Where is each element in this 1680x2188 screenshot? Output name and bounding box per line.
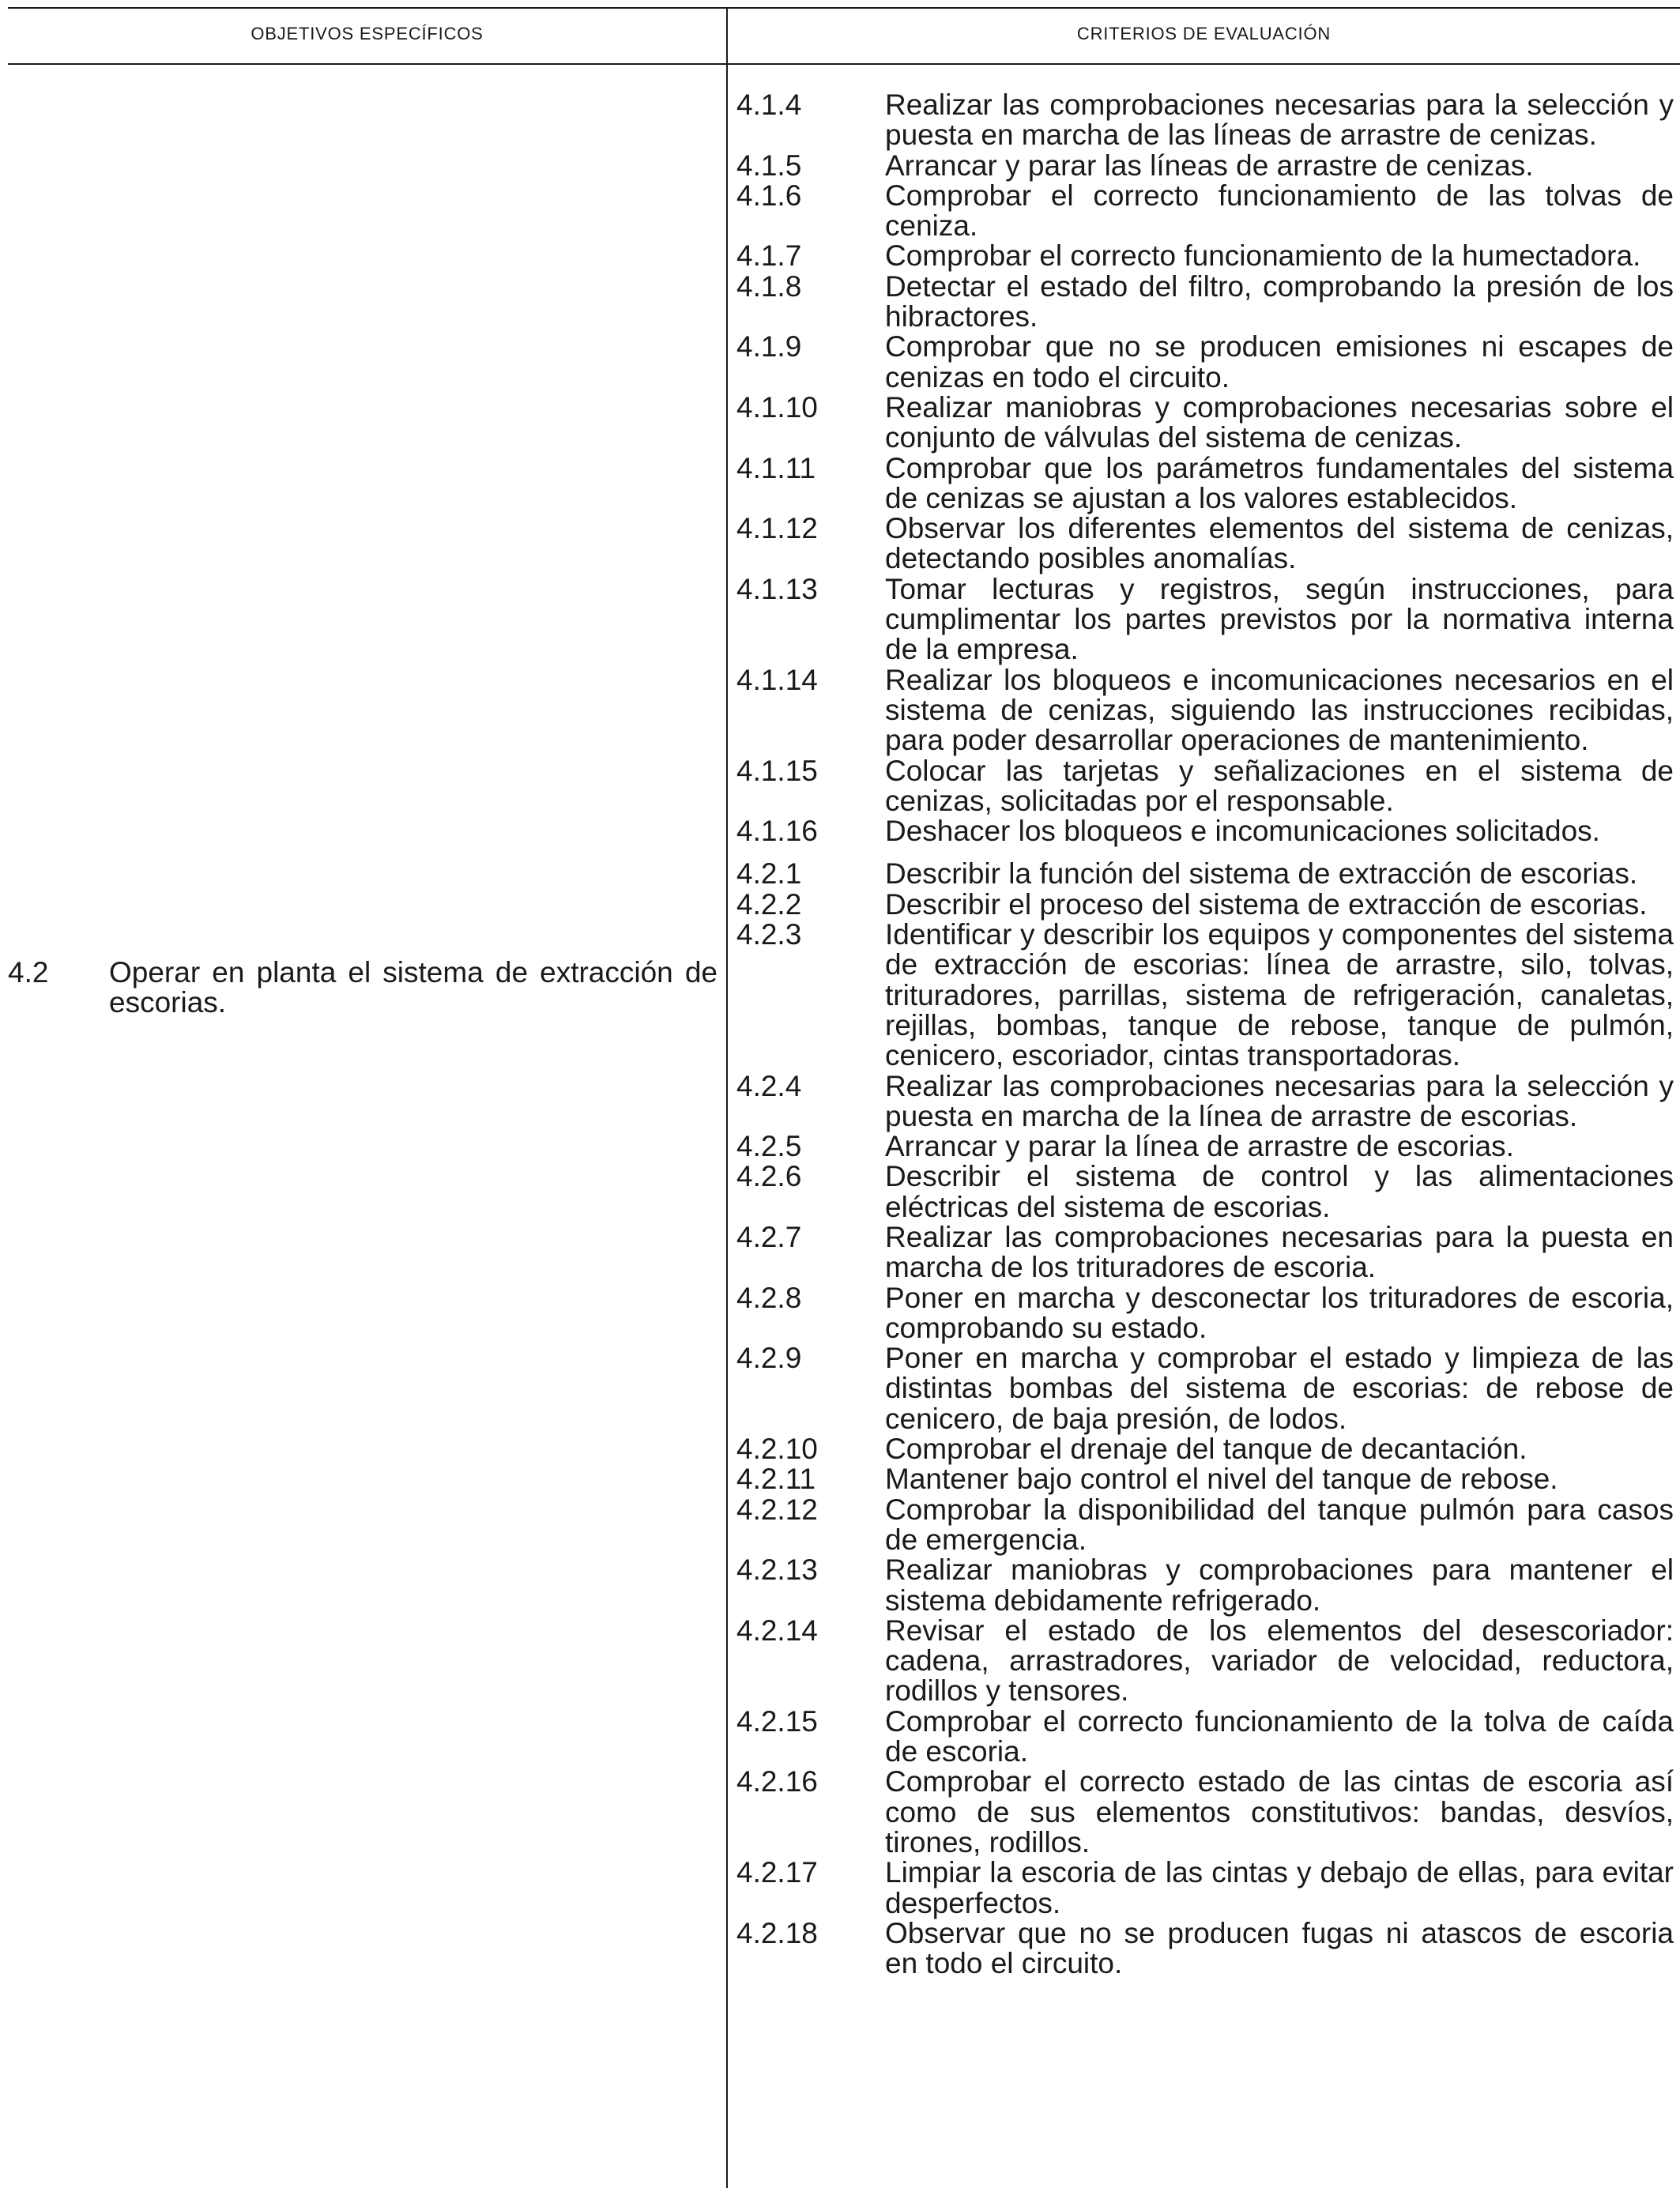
criterion-text: Describir la función del sistema de extracción de escorias. (885, 857, 1638, 891)
criterion-code: 4.1.6 (736, 179, 802, 212)
criterion-code: 4.2.17 (736, 1856, 818, 1889)
criterion-text: Detectar el estado del filtro, comprobando la presión de los hibractores. (885, 269, 1674, 333)
criterion-text: Colocar las tarjetas y señalizaciones en el sistema de cenizas, solicitadas por el responsable. (885, 754, 1674, 817)
column-divider (726, 7, 728, 2188)
criterion-text: Mantener bajo control el nivel del tanque de rebose. (885, 1463, 1558, 1496)
criterion-text: Poner en marcha y comprobar el estado y limpieza de las distintas bombas del sistema de escorias: de rebose de cenicero, de baja presión, de lodos. (885, 1342, 1674, 1435)
criterion-item (736, 887, 1674, 921)
criterion-item (736, 1162, 1674, 1222)
criterion-item (736, 1343, 1674, 1434)
criterion-text: Describir el sistema de control y las alimentaciones eléctricas del sistema de escorias. (885, 1160, 1674, 1223)
criterion-code: 4.1.7 (736, 239, 802, 273)
criterion-item (736, 665, 1674, 756)
criterion-code: 4.2.4 (736, 1069, 802, 1102)
table-top-rule (8, 7, 1680, 9)
criterion-code: 4.2.13 (736, 1553, 818, 1587)
criterion-item (736, 1464, 1674, 1494)
criterion-code: 4.1.9 (736, 330, 802, 363)
criterion-text: Arrancar y parar las líneas de arrastre de cenizas. (885, 149, 1534, 182)
criterion-text: Comprobar que no se producen emisiones ni escapes de cenizas en todo el circuito. (885, 330, 1674, 394)
objective-item (8, 958, 718, 1018)
criterion-text: Observar los diferentes elementos del sistema de cenizas, detectando posibles anomalías. (885, 512, 1674, 575)
criterion-item (736, 1434, 1674, 1464)
criterion-text: Comprobar el correcto funcionamiento de las tolvas de ceniza. (885, 179, 1674, 243)
criterion-item (736, 1071, 1674, 1132)
criterion-item (736, 1555, 1674, 1616)
criterion-text: Comprobar el drenaje del tanque de decantación. (885, 1433, 1527, 1466)
criterion-item (736, 514, 1674, 574)
criterion-code: 4.1.4 (736, 88, 802, 121)
criterion-text: Comprobar el correcto estado de las cintas de escoria así como de sus elementos constitutivos: bandas, desvíos, tirones, rodillos. (885, 1765, 1674, 1858)
criterion-code: 4.2.7 (736, 1220, 802, 1253)
criterion-text: Realizar los bloqueos e incomunicaciones necesarios en el sistema de cenizas, siguiendo las instrucciones recibidas, para poder desarrollar operaciones de mantenimiento. (885, 663, 1674, 757)
criterion-code: 4.1.12 (736, 512, 818, 545)
criterion-text: Realizar maniobras y comprobaciones necesarias sobre el conjunto de válvulas del sistema de cenizas. (885, 390, 1674, 454)
criterion-text: Describir el proceso del sistema de extracción de escorias. (885, 887, 1648, 921)
criterion-code: 4.1.14 (736, 663, 818, 696)
criterion-code: 4.2.10 (736, 1433, 818, 1466)
criterion-code: 4.1.13 (736, 572, 818, 605)
criterion-text: Revisar el estado de los elementos del desescoriador: cadena, arrastradores, variador de velocidad, reductora, rodillos y tensores. (885, 1614, 1674, 1708)
criterion-item (736, 1916, 1674, 1980)
criterion-text: Realizar maniobras y comprobaciones para mantener el sistema debidamente refrigerado. (885, 1553, 1674, 1617)
criterion-text: Deshacer los bloqueos e incomunicaciones solicitados. (885, 815, 1600, 848)
criterion-text: Poner en marcha y desconectar los trituradores de escoria, comprobando su estado. (885, 1281, 1674, 1344)
criterion-text: Identificar y describir los equipos y componentes del sistema de extracción de escorias: línea de arrastre, silo, tolvas, trituradores, parrillas, sistema de refrigeración, canaletas, rejillas, bombas, tanque de rebose, tanque de pulmón, cenicero, escoriador, cintas transportadoras. (885, 918, 1674, 1072)
criterion-item (736, 756, 1674, 817)
criterion-text: Tomar lecturas y registros, según instrucciones, para cumplimentar los partes previstos por la normativa interna de la empresa. (885, 572, 1674, 666)
criterion-code: 4.1.15 (736, 754, 818, 787)
table-header-rule (8, 63, 1680, 65)
criterion-item (736, 332, 1674, 393)
criterion-item (736, 241, 1674, 271)
criterion-code: 4.2.16 (736, 1765, 818, 1798)
criterion-item (736, 151, 1674, 181)
criterion-code: 4.2.9 (736, 1342, 802, 1375)
criterion-item (736, 1616, 1674, 1707)
criterion-item (736, 1704, 1674, 1768)
criterion-code: 4.1.10 (736, 390, 818, 424)
criterion-text: Realizar las comprobaciones necesarias para la puesta en marcha de los trituradores de escoria. (885, 1220, 1674, 1284)
criterion-code: 4.2.11 (736, 1463, 816, 1496)
criterion-text: Limpiar la escoria de las cintas y debajo de ellas, para evitar desperfectos. (885, 1856, 1674, 1919)
criterion-item (736, 390, 1674, 454)
criterion-code: 4.1.11 (736, 451, 816, 484)
criterion-text: Comprobar el correcto funcionamiento de la tolva de caída de escoria. (885, 1704, 1674, 1768)
column-header-objetivos: OBJETIVOS ESPECÍFICOS (250, 24, 484, 43)
criterion-code: 4.2.8 (736, 1281, 802, 1314)
criterion-code: 4.2.18 (736, 1916, 818, 1949)
criterion-item (736, 1222, 1674, 1283)
criterion-item (736, 90, 1674, 151)
criterion-item (736, 859, 1674, 889)
criterion-code: 4.2.6 (736, 1160, 802, 1193)
criterion-item (736, 1858, 1674, 1919)
column-header-criterios: CRITERIOS DE EVALUACIÓN (1076, 24, 1332, 43)
criterion-code: 4.2.5 (736, 1130, 802, 1163)
criterion-code: 4.2.12 (736, 1493, 818, 1526)
criterion-text: Realizar las comprobaciones necesarias para la selección y puesta en marcha de las líneas de arrastre de cenizas. (885, 88, 1674, 152)
criterion-item (736, 269, 1674, 333)
criterion-code: 4.2.1 (736, 857, 802, 891)
objective-text: Operar en planta el sistema de extracción de escorias. (109, 956, 718, 1019)
criterion-code: 4.2.14 (736, 1614, 818, 1647)
criterion-item (736, 181, 1674, 242)
criterion-text: Comprobar que los parámetros fundamentales del sistema de cenizas se ajustan a los valores establecidos. (885, 451, 1674, 514)
criterion-text: Observar que no se producen fugas ni atascos de escoria en todo el circuito. (885, 1916, 1674, 1980)
objective-number: 4.2 (8, 956, 49, 989)
criterion-item (736, 1283, 1674, 1344)
criterion-code: 4.2.15 (736, 1704, 818, 1738)
criterion-text: Realizar las comprobaciones necesarias para la selección y puesta en marcha de la línea de arrastre de escorias. (885, 1069, 1674, 1132)
criterion-item (736, 920, 1674, 1071)
criterion-code: 4.1.8 (736, 269, 802, 303)
criterion-item (736, 574, 1674, 665)
criterion-code: 4.2.3 (736, 918, 802, 951)
criterion-text: Comprobar el correcto funcionamiento de la humectadora. (885, 239, 1641, 273)
criterion-item (736, 1132, 1674, 1162)
criterion-text: Comprobar la disponibilidad del tanque pulmón para casos de emergencia. (885, 1493, 1674, 1556)
criteria-list (736, 90, 1674, 1979)
criterion-item (736, 1767, 1674, 1858)
criterion-code: 4.1.5 (736, 149, 802, 182)
criterion-code: 4.2.2 (736, 887, 802, 921)
criterion-code: 4.1.16 (736, 815, 818, 848)
criterion-item (736, 1495, 1674, 1556)
criterion-item (736, 451, 1674, 514)
criterion-item (736, 816, 1674, 846)
criterion-text: Arrancar y parar la línea de arrastre de escorias. (885, 1130, 1514, 1163)
